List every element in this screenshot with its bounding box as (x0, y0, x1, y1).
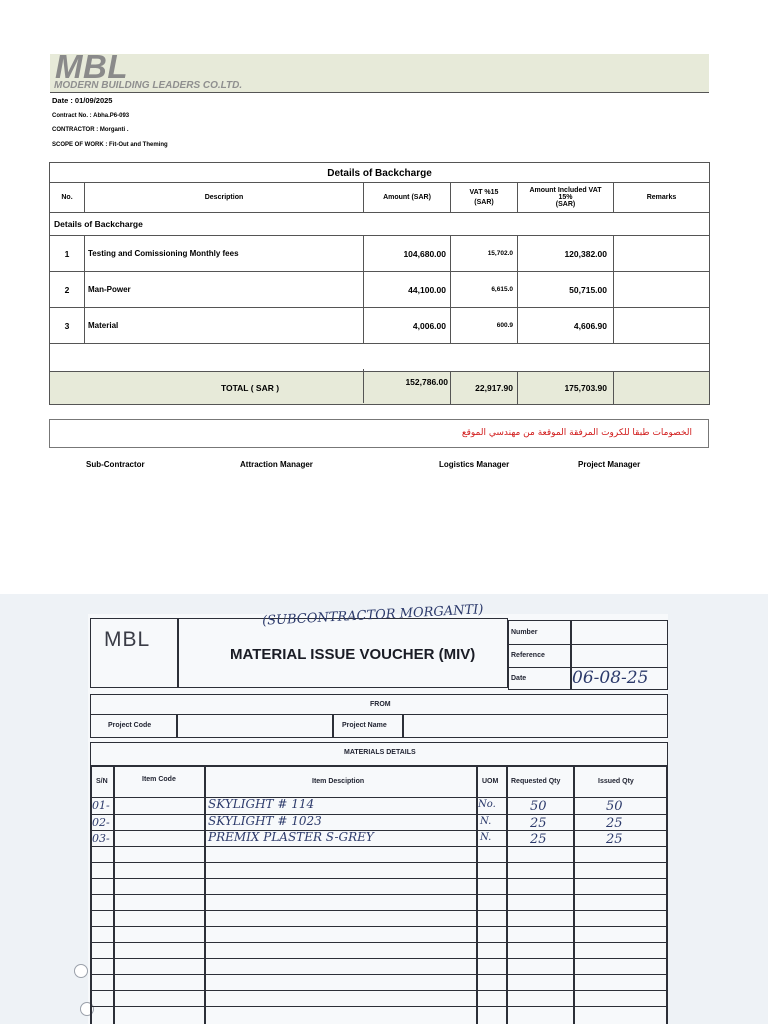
total-amount: 152,786.00 (405, 377, 448, 387)
row-amount-incl-vat: 120,382.00 (518, 236, 614, 272)
table-row (50, 308, 710, 344)
row-uom: No. (478, 799, 496, 810)
grid-line (90, 878, 668, 879)
date-label: Date (511, 675, 527, 682)
col-vat-line1: VAT %15 (469, 189, 499, 196)
row-item-description: PREMIX PLASTER S-GREY (208, 830, 374, 844)
row-issued-qty: 25 (606, 832, 623, 847)
contractor-name: CONTRACTOR : Morganti . (52, 127, 129, 133)
reference-label: Reference (511, 652, 545, 659)
col-vat-line2: (SAR) (474, 199, 494, 206)
row-amount: 104,680.00 (364, 236, 451, 272)
binder-hole (80, 1002, 94, 1016)
voucher-logo: MBL (104, 628, 151, 651)
grid-line (90, 846, 668, 847)
grid-line (204, 766, 206, 1024)
row-requested-qty: 50 (530, 799, 547, 814)
document-date: Date : 01/09/2025 (52, 96, 113, 105)
col-remarks: Remarks (614, 183, 710, 213)
project-name-label: Project Name (342, 722, 387, 729)
voucher-title: MATERIAL ISSUE VOUCHER (MIV) (230, 646, 476, 663)
grid-line (90, 942, 668, 943)
row-no: 3 (50, 308, 85, 344)
number-label: Number (511, 629, 538, 636)
grid-line (90, 894, 668, 895)
row-amount-incl-vat: 4,606.90 (518, 308, 614, 344)
grid-line (90, 814, 668, 815)
grid-line (506, 766, 508, 1024)
row-description: Testing and Comissioning Monthly fees (85, 236, 364, 272)
row-requested-qty: 25 (530, 832, 547, 847)
row-vat: 600.9 (451, 308, 518, 344)
company-logo: MBL (55, 48, 128, 85)
col-incl-line1: Amount Included VAT (529, 187, 602, 194)
backcharge-header-row (50, 183, 710, 213)
col-incl-line2: 15% (558, 194, 573, 201)
row-description: Material (85, 308, 364, 344)
grid-line (573, 766, 575, 1024)
table-row (50, 236, 710, 272)
col-no: No. (50, 183, 85, 213)
total-remarks (614, 372, 710, 405)
from-divider (332, 714, 334, 738)
row-sn: 02- (92, 816, 110, 829)
grid-line (90, 990, 668, 991)
empty-cell (50, 344, 710, 372)
voucher-divider (508, 644, 668, 645)
col-amount: Amount (SAR) (364, 183, 451, 213)
row-uom: N. (480, 832, 492, 843)
col-item-code: Item Code (142, 776, 176, 783)
grid-line (90, 1006, 668, 1007)
handwritten-date: 06-08-25 (572, 668, 649, 688)
materials-label: MATERIALS DETAILS (344, 749, 416, 756)
note-box (49, 419, 709, 448)
row-no: 2 (50, 272, 85, 308)
col-issued-qty: Issued Qty (598, 778, 634, 785)
row-sn: 03- (92, 832, 110, 845)
arabic-note: الخصومات طبقا للكروت المرفقة الموقعة من مهندسي الموقع (461, 428, 692, 438)
total-label: TOTAL ( SAR ) (50, 372, 451, 405)
attraction-manager-signature: Attraction Manager (240, 460, 313, 469)
project-manager-signature: Project Manager (578, 460, 641, 469)
col-vat (451, 183, 518, 213)
col-requested-qty: Requested Qty (511, 778, 561, 785)
grid-line (90, 862, 668, 863)
sub-contractor-signature: Sub-Contractor (86, 460, 145, 469)
row-remarks (614, 236, 710, 272)
company-name: MODERN BUILDING LEADERS CO.LTD. (54, 80, 243, 91)
handwritten-subcontractor: (SUBCONTRACTOR MORGANTI) (261, 602, 484, 629)
col-incl-line3: (SAR) (555, 201, 576, 208)
row-issued-qty: 50 (606, 799, 623, 814)
row-requested-qty: 25 (530, 816, 547, 831)
scope-of-work: SCOPE OF WORK : Fit-Out and Theming (52, 142, 168, 148)
from-divider (402, 714, 404, 738)
row-amount: 44,100.00 (364, 272, 451, 308)
row-amount-incl-vat: 50,715.00 (518, 272, 614, 308)
row-vat: 15,702.0 (451, 236, 518, 272)
col-description: Description (85, 183, 364, 213)
row-vat: 6,615.0 (451, 272, 518, 308)
backcharge-table (49, 162, 710, 405)
backcharge-title: Details of Backcharge (50, 163, 710, 183)
project-code-label: Project Code (108, 722, 152, 729)
header-divider (50, 92, 709, 93)
row-remarks (614, 272, 710, 308)
grid-line (90, 910, 668, 911)
from-label: FROM (370, 701, 391, 708)
columns-header (90, 766, 668, 798)
grid-line (90, 974, 668, 975)
row-item-description: SKYLIGHT # 114 (208, 797, 315, 811)
grid-line (90, 958, 668, 959)
row-item-description: SKYLIGHT # 1023 (208, 814, 322, 828)
total-amount-incl-vat: 175,703.90 (518, 372, 614, 405)
row-uom: N. (480, 816, 492, 827)
grid-line (90, 926, 668, 927)
col-uom: UOM (482, 778, 499, 785)
grid-line (90, 830, 668, 831)
logistics-manager-signature: Logistics Manager (439, 460, 510, 469)
col-amount-incl-vat (518, 183, 614, 213)
total-vat: 22,917.90 (451, 372, 518, 405)
binder-hole (74, 964, 88, 978)
grid-line (113, 766, 115, 1024)
row-no: 1 (50, 236, 85, 272)
from-divider (176, 714, 178, 738)
contract-number: Contract No. : Abha.P6-093 (52, 113, 130, 119)
row-issued-qty: 25 (606, 816, 623, 831)
grid-line (666, 766, 668, 1024)
total-amount-divider (363, 369, 364, 403)
empty-row (50, 344, 710, 372)
col-sn: S/N (96, 778, 108, 785)
section-label: Details of Backcharge (50, 213, 710, 236)
row-amount: 4,006.00 (364, 308, 451, 344)
row-description: Man-Power (85, 272, 364, 308)
col-item-description: Item Desciption (312, 778, 365, 785)
table-row (50, 272, 710, 308)
row-remarks (614, 308, 710, 344)
row-sn: 01- (92, 799, 110, 812)
